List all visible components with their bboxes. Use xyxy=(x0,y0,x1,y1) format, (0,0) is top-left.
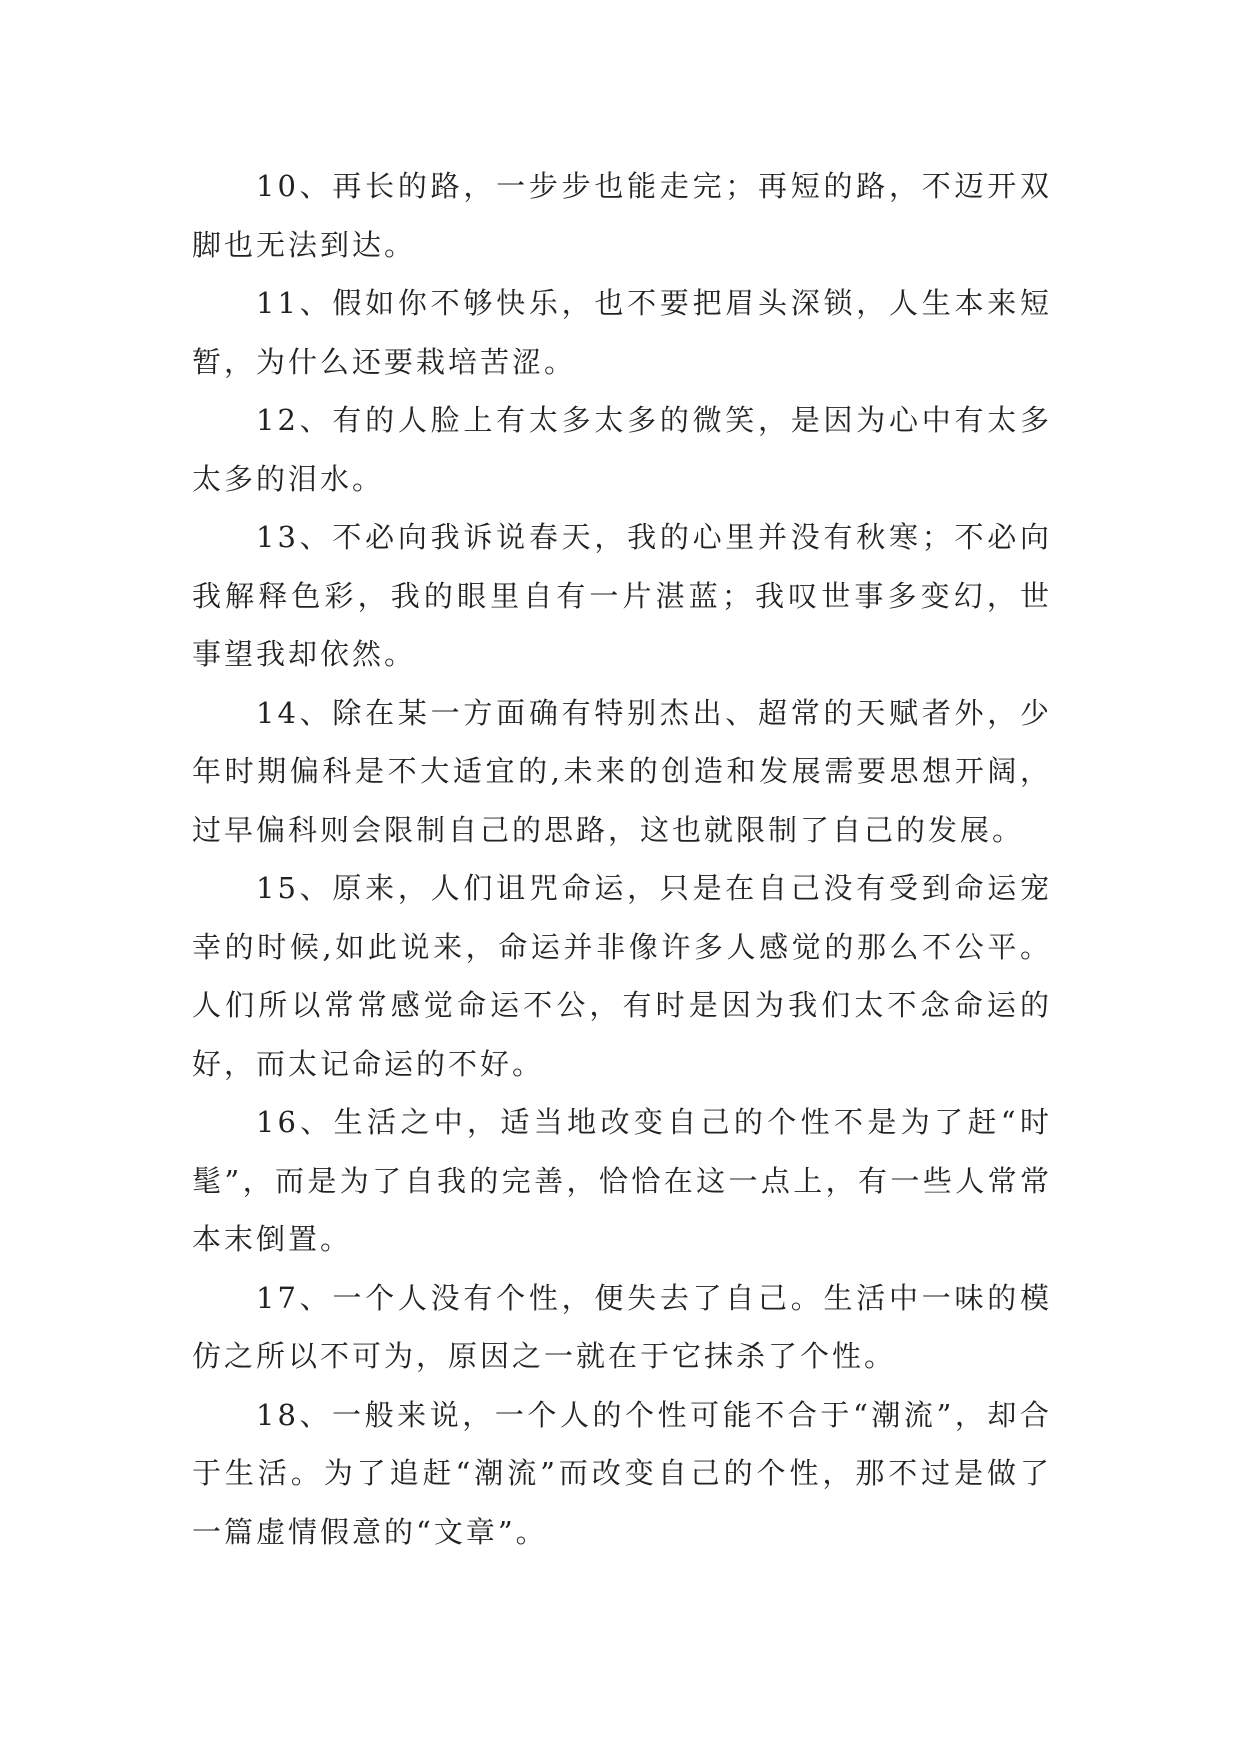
paragraph-12: 12、有的人脸上有太多太多的微笑，是因为心中有太多太多的泪水。 xyxy=(192,403,1052,496)
paragraph-10: 10、再长的路，一步步也能走完；再短的路，不迈开双脚也无法到达。 xyxy=(192,169,1052,262)
paragraph-13: 13、不必向我诉说春天，我的心里并没有秋寒；不必向我解释色彩，我的眼里自有一片湛蓝；我叹世事多变幻，世事望我却依然。 xyxy=(192,520,1052,671)
paragraph-16: 16、生活之中，适当地改变自己的个性不是为了赶“时髦”，而是为了自我的完善，恰恰在这一点上，有一些人常常本末倒置。 xyxy=(192,1105,1052,1256)
document-body xyxy=(192,157,1052,1561)
paragraph-11: 11、假如你不够快乐，也不要把眉头深锁，人生本来短暂，为什么还要栽培苦涩。 xyxy=(192,286,1052,379)
paragraph-17: 17、一个人没有个性，便失去了自己。生活中一味的模仿之所以不可为，原因之一就在于它抹杀了个性。 xyxy=(192,1280,1052,1373)
paragraph-15: 15、原来，人们诅咒命运，只是在自己没有受到命运宠幸的时候,如此说来，命运并非像许多人感觉的那么不公平。人们所以常常感觉命运不公，有时是因为我们太不念命运的好，而太记命运的不好。 xyxy=(192,871,1052,1081)
paragraph-14: 14、除在某一方面确有特别杰出、超常的天赋者外，少年时期偏科是不大适宜的,未来的创造和发展需要思想开阔，过早偏科则会限制自己的思路，这也就限制了自己的发展。 xyxy=(192,695,1052,847)
paragraph-18: 18、一般来说，一个人的个性可能不合于“潮流”，却合于生活。为了追赶“潮流”而改变自己的个性，那不过是做了一篇虚情假意的“文章”。 xyxy=(192,1397,1052,1549)
